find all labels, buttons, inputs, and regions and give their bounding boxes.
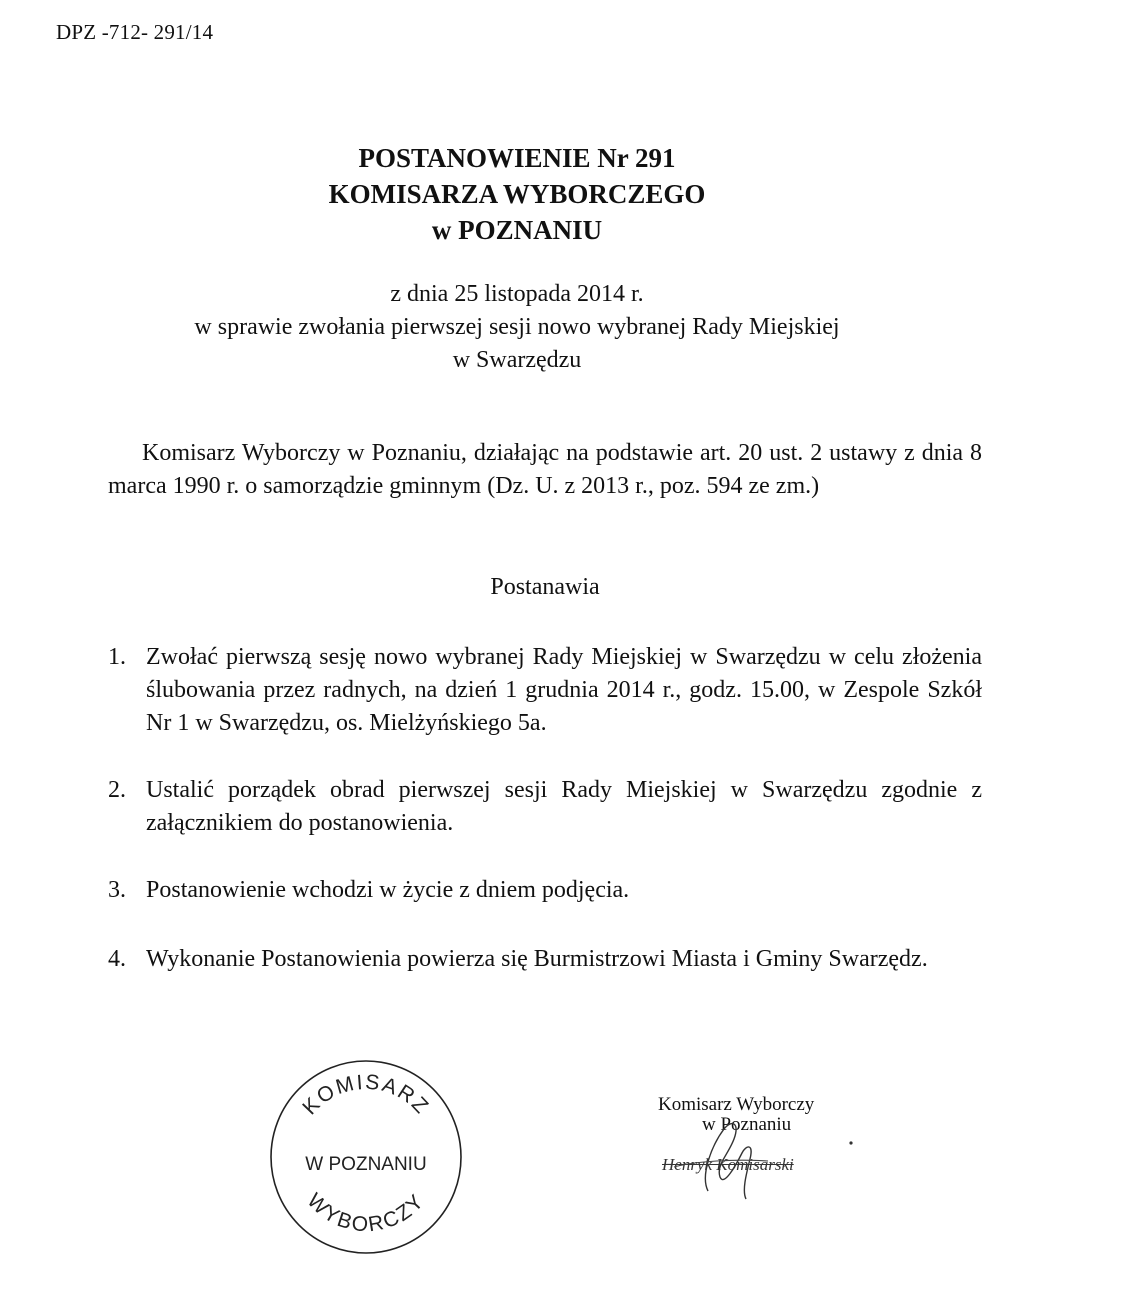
intro-paragraph xyxy=(108,437,982,503)
document-title xyxy=(0,140,1034,248)
item-text: Zwołać pierwszą sesję nowo wybranej Rady Miejskiej w Swarzędzu w celu złożenia ślubowania przez radnych, na dzień 1 grudnia 2014 r., godz. 15.00, w Zespole Szkół Nr 1 w Swarzędzu, os. Mielżyńskiego 5a. xyxy=(146,644,982,736)
item-text: Wykonanie Postanowienia powierza się Burmistrzowi Miasta i Gminy Swarzędz. xyxy=(146,946,928,972)
decision-item xyxy=(108,943,982,976)
title-line-3: w POZNANIU xyxy=(431,215,603,245)
item-text: Ustalić porządek obrad pierwszej sesji Rady Miejskiej w Swarzędzu zgodnie z załącznikiem do postanowienia. xyxy=(146,777,982,836)
signature-title: Komisarz Wyborczy xyxy=(658,1094,815,1115)
signature-block xyxy=(650,1095,870,1215)
intro-text: Komisarz Wyborczy w Poznaniu, działając na podstawie art. 20 ust. 2 ustawy z dnia 8 marca 1990 r. o samorządzie gminnym (Dz. U. z 2013 r., poz. 594 ze zm.) xyxy=(108,440,982,499)
date-line: z dnia 25 listopada 2014 r. xyxy=(390,281,644,307)
svg-text:KOMISARZ xyxy=(298,1071,433,1120)
stamp-center-text: W POZNANIU xyxy=(305,1154,427,1175)
decision-item xyxy=(108,774,982,840)
stamp-seal-icon xyxy=(268,1058,464,1256)
item-text: Postanowienie wchodzi w życie z dniem podjęcia. xyxy=(146,877,630,903)
stamp-top-text: KOMISARZ xyxy=(298,1070,434,1120)
subject-line-2: w Swarzędzu xyxy=(452,347,582,373)
decision-item xyxy=(108,641,982,740)
decision-item xyxy=(108,874,982,907)
document-reference: DPZ -712- 291/14 xyxy=(56,20,214,44)
item-number: 2. xyxy=(108,777,126,803)
title-line-2: KOMISARZA WYBORCZEGO xyxy=(328,179,706,209)
handwritten-signature-icon xyxy=(650,1095,870,1215)
item-number: 4. xyxy=(108,946,126,972)
stamp-bottom-text: WYBORCZY xyxy=(302,1189,430,1237)
item-number: 1. xyxy=(108,644,126,670)
signature-name: Henryk Komisarski xyxy=(662,1155,794,1174)
signature-location: w Poznaniu xyxy=(702,1114,792,1135)
decision-heading: Postanawia xyxy=(490,574,600,600)
title-line-1: POSTANOWIENIE Nr 291 xyxy=(358,143,676,173)
decision-items xyxy=(108,641,982,976)
official-stamp xyxy=(268,1058,464,1256)
item-number: 3. xyxy=(108,877,126,903)
document-subtitle xyxy=(0,278,1034,377)
svg-text:WYBORCZY xyxy=(303,1189,430,1236)
subject-line-1: w sprawie zwołania pierwszej sesji nowo wybranej Rady Miejskiej xyxy=(194,314,840,340)
